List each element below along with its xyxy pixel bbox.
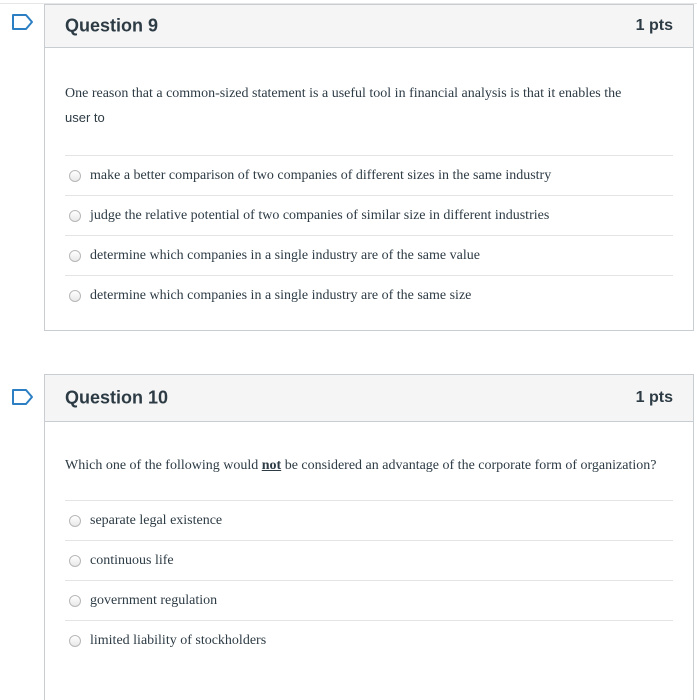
question-title: Question 10 [65,387,169,408]
radio-button[interactable] [69,210,81,222]
radio-button[interactable] [69,515,81,527]
question-text-main: One reason that a common-sized statement is a useful tool in financial analysis is that it enables the [65,86,622,101]
answer-label: continuous life [90,552,174,568]
question-text [65,82,673,131]
question-header [45,5,693,48]
question-text-tail: user to [65,110,105,125]
answer-label: government regulation [90,592,218,608]
answer-option[interactable] [65,276,673,315]
flag-question-icon[interactable] [12,389,34,405]
answer-option[interactable] [65,621,673,660]
flag-question-icon[interactable] [12,14,34,30]
question-card [44,4,694,331]
question-text-emphasis: not [261,458,282,473]
answer-list [65,500,673,660]
radio-button[interactable] [69,290,81,302]
answer-label: make a better comparison of two companies of different sizes in the same industry [90,167,552,183]
question-text-before: Which one of the following would [65,458,262,473]
question-points: 1 pts [635,17,673,34]
radio-button[interactable] [69,250,81,262]
answer-option[interactable] [65,156,673,196]
answer-option[interactable] [65,541,673,581]
answer-label: limited liability of stockholders [90,632,267,648]
radio-button[interactable] [69,555,81,567]
answer-option[interactable] [65,501,673,541]
question-text [65,454,673,478]
answer-label: determine which companies in a single industry are of the same value [90,247,480,263]
answer-option[interactable] [65,581,673,621]
radio-button[interactable] [69,635,81,647]
question-text-after: be considered an advantage of the corporate form of organization? [281,458,657,473]
question-title: Question 9 [65,15,159,36]
radio-button[interactable] [69,170,81,182]
answer-list [65,155,673,315]
question-card [44,374,694,700]
answer-label: judge the relative potential of two companies of similar size in different industries [90,207,550,223]
radio-button[interactable] [69,595,81,607]
answer-label: separate legal existence [90,512,223,528]
answer-option[interactable] [65,196,673,236]
answer-label: determine which companies in a single industry are of the same size [90,287,472,303]
answer-option[interactable] [65,236,673,276]
question-points: 1 pts [635,389,673,406]
question-header [45,375,693,422]
